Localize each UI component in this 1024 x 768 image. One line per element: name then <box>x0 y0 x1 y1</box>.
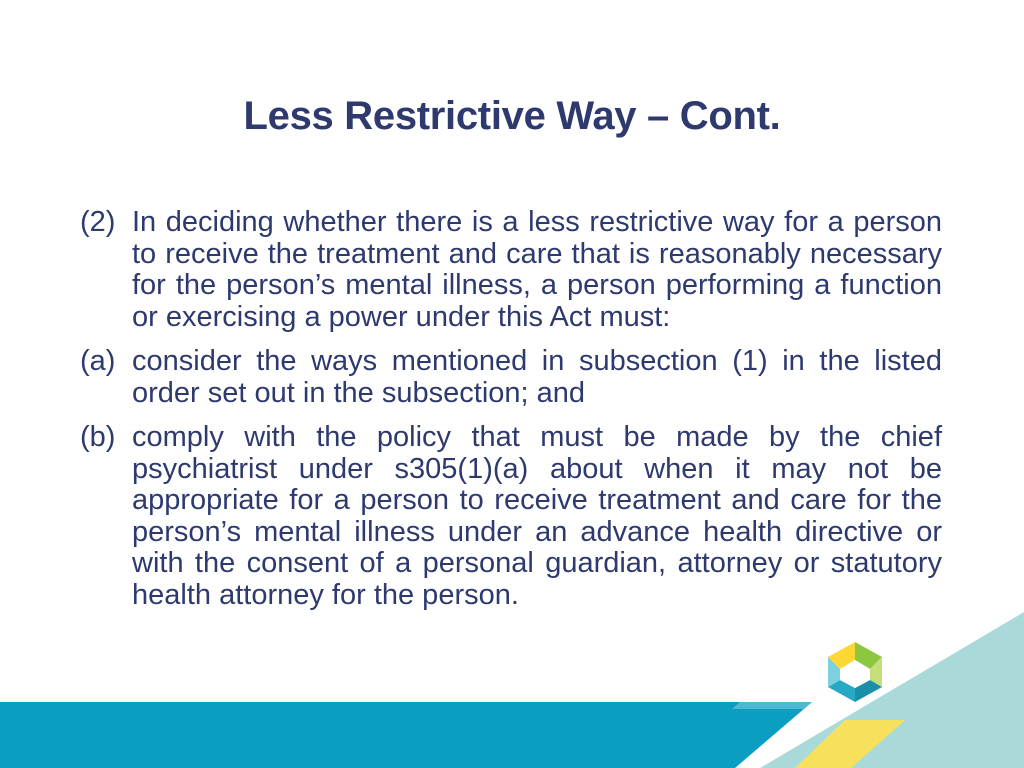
hexagon-logo-icon <box>824 640 886 704</box>
item-marker: (2) <box>80 206 116 238</box>
item-text: In deciding whether there is a less restrictive way for a person to receive the treatment and care that is reasonably necessary for the person’s mental illness, a person performing a function or exercising a power under this Act must: <box>132 206 942 333</box>
item-text: consider the ways mentioned in subsection (1) in the listed order set out in the subsection; and <box>132 345 942 409</box>
blue-band <box>0 702 812 768</box>
slide-title: Less Restrictive Way – Cont. <box>243 94 781 138</box>
list-item <box>80 422 942 611</box>
item-marker: (b) <box>80 421 116 453</box>
body-list <box>80 207 942 624</box>
blue-band-sliver <box>732 702 812 709</box>
list-item <box>80 346 942 409</box>
light-teal-band <box>760 612 1024 768</box>
item-text: comply with the policy that must be made by the chief psychiatrist under s305(1)(a) about when it may not be appropriate for a person to receive treatment and care for the person’s mental illness under an advance health directive or with the consent of a personal guardian, attorney or statutory health attorney for the person. <box>132 421 942 611</box>
list-item <box>80 207 942 333</box>
item-marker: (a) <box>80 345 116 377</box>
